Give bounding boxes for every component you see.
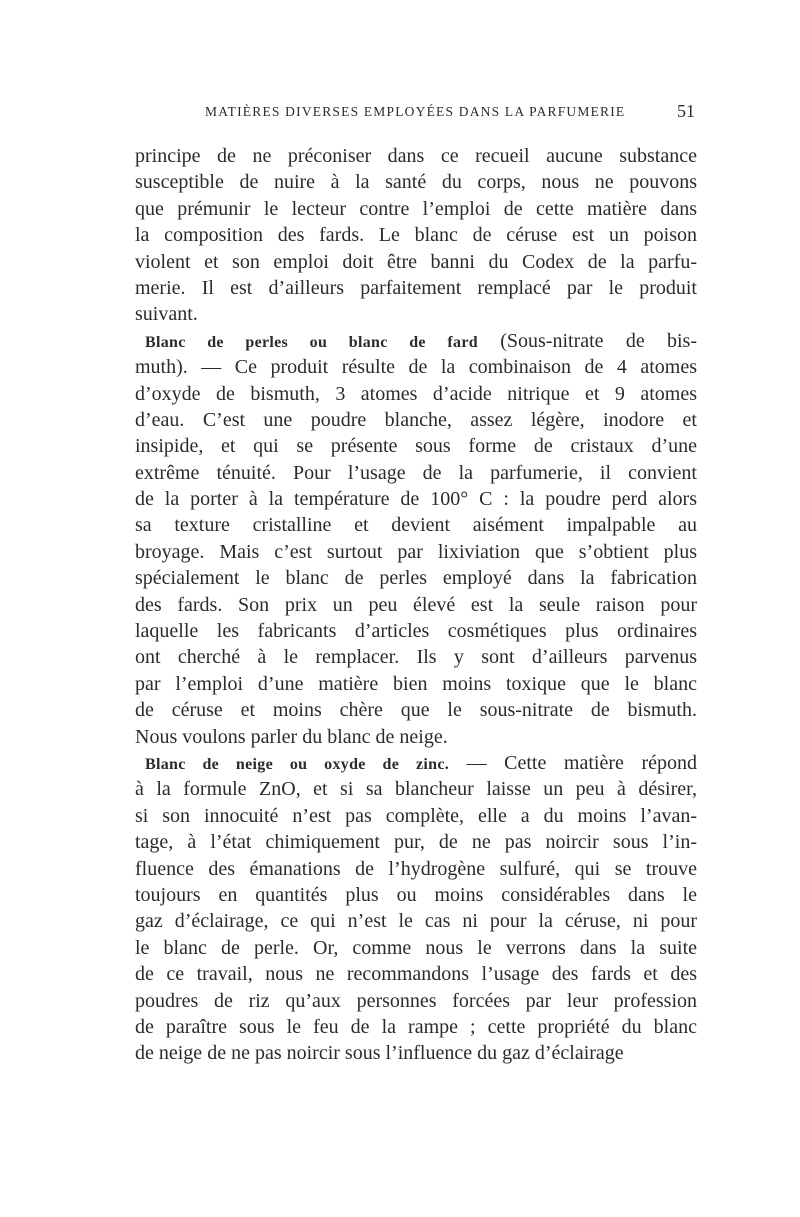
text-line bbox=[135, 671, 697, 697]
text-line bbox=[135, 433, 697, 459]
text-line bbox=[135, 381, 697, 407]
text-line bbox=[135, 856, 697, 882]
text-line bbox=[135, 618, 697, 644]
text-line bbox=[135, 169, 697, 195]
text-line bbox=[135, 460, 697, 486]
line-text: principe de ne préconiser dans ce recueil aucune substance bbox=[135, 145, 697, 167]
line-text: — Cette matière répond bbox=[449, 751, 697, 774]
line-text: le blanc de perle. Or, comme nous le verrons dans la suite bbox=[135, 936, 697, 959]
text-line bbox=[135, 407, 697, 433]
text-line bbox=[135, 539, 697, 565]
section-heading: Blanc de neige ou oxyde de zinc. bbox=[145, 755, 450, 773]
line-text: toujours en quantités plus ou moins considérables dans le bbox=[135, 883, 697, 906]
text-line bbox=[135, 301, 697, 327]
text-line bbox=[135, 803, 697, 829]
line-text: gaz d’éclairage, ce qui n’est le cas ni pour la céruse, ni pour bbox=[135, 910, 697, 933]
text-line bbox=[135, 222, 697, 248]
line-text: fluence des émanations de l’hydrogène sulfuré, qui se trouve bbox=[135, 857, 697, 880]
body-text bbox=[135, 143, 697, 1103]
line-text: sa texture cristalline et devient aisément impalpable au bbox=[135, 514, 697, 537]
line-text: broyage. Mais c’est surtout par lixiviation que s’obtient plus bbox=[135, 540, 697, 563]
text-line bbox=[135, 249, 697, 275]
text-line bbox=[135, 908, 697, 934]
text-line bbox=[135, 750, 697, 776]
section-heading: Blanc de perles ou blanc de fard bbox=[145, 333, 478, 351]
text-line bbox=[135, 565, 697, 591]
line-text: Nous voulons parler du blanc de neige. bbox=[135, 725, 448, 748]
page-number: 51 bbox=[677, 101, 695, 121]
line-text: insipide, et qui se présente sous forme de cristaux d’une bbox=[135, 435, 697, 458]
line-text: que prémunir le lecteur contre l’emploi de cette matière dans bbox=[135, 197, 697, 220]
line-text: ont cherché à le remplacer. Ils y sont d’ailleurs parvenus bbox=[135, 646, 697, 669]
running-head bbox=[205, 101, 695, 126]
line-text: de la porter à la température de 100° C : la poudre perd alors bbox=[135, 488, 697, 511]
line-text: la composition des fards. Le blanc de céruse est un poison bbox=[135, 224, 697, 247]
text-line bbox=[135, 961, 697, 987]
text-line bbox=[135, 354, 697, 380]
line-text: susceptible de nuire à la santé du corps, nous ne pouvons bbox=[135, 171, 697, 194]
line-text: à la formule ZnO, et si sa blancheur laisse un peu à désirer, bbox=[135, 778, 697, 801]
text-line bbox=[135, 1014, 697, 1040]
line-text: laquelle les fabricants d’articles cosmétiques plus ordinaires bbox=[135, 620, 697, 643]
text-line bbox=[135, 935, 697, 961]
line-text: extrême ténuité. Pour l’usage de la parfumerie, il convient bbox=[135, 461, 697, 484]
text-line bbox=[135, 724, 697, 750]
text-line bbox=[135, 592, 697, 618]
text-line bbox=[135, 829, 697, 855]
text-line bbox=[135, 328, 697, 354]
text-line bbox=[135, 882, 697, 908]
line-text: suivant. bbox=[135, 303, 198, 326]
text-line bbox=[135, 486, 697, 512]
text-line bbox=[135, 143, 697, 169]
text-line bbox=[135, 275, 697, 301]
line-text: de paraître sous le feu de la rampe ; cette propriété du blanc bbox=[135, 1015, 697, 1038]
text-line bbox=[135, 512, 697, 538]
line-text: des fards. Son prix un peu élevé est la seule raison pour bbox=[135, 593, 697, 616]
line-text: d’eau. C’est une poudre blanche, assez légère, inodore et bbox=[135, 408, 697, 431]
line-text: de ce travail, nous ne recommandons l’usage des fards et des bbox=[135, 963, 697, 986]
line-text: muth). — Ce produit résulte de la combinaison de 4 atomes bbox=[135, 356, 697, 379]
line-text: d’oxyde de bismuth, 3 atomes d’acide nitrique et 9 atomes bbox=[135, 382, 697, 405]
line-text: merie. Il est d’ailleurs parfaitement remplacé par le produit bbox=[135, 276, 697, 299]
running-title: MATIÈRES DIVERSES EMPLOYÉES DANS LA PARFUMERIE bbox=[205, 104, 626, 119]
line-text: de céruse et moins chère que le sous-nitrate de bismuth. bbox=[135, 699, 697, 722]
line-text: violent et son emploi doit être banni du Codex de la parfu- bbox=[135, 250, 697, 273]
line-text: de neige de ne pas noircir sous l’influence du gaz d’éclairage bbox=[135, 1042, 624, 1065]
line-text: tage, à l’état chimiquement pur, de ne pas noircir sous l’in- bbox=[135, 831, 697, 854]
text-line bbox=[135, 697, 697, 723]
line-text: (Sous-nitrate de bis- bbox=[477, 329, 697, 352]
text-line bbox=[135, 776, 697, 802]
text-line bbox=[135, 1040, 697, 1066]
line-text: par l’emploi d’une matière bien moins toxique que le blanc bbox=[135, 672, 697, 695]
line-text: si son innocuité n’est pas complète, elle a du moins l’avan- bbox=[135, 804, 697, 827]
line-text: spécialement le blanc de perles employé dans la fabrication bbox=[135, 567, 697, 590]
text-line bbox=[135, 988, 697, 1014]
line-text: poudres de riz qu’aux personnes forcées par leur profession bbox=[135, 989, 697, 1012]
text-line bbox=[135, 196, 697, 222]
text-line bbox=[135, 644, 697, 670]
